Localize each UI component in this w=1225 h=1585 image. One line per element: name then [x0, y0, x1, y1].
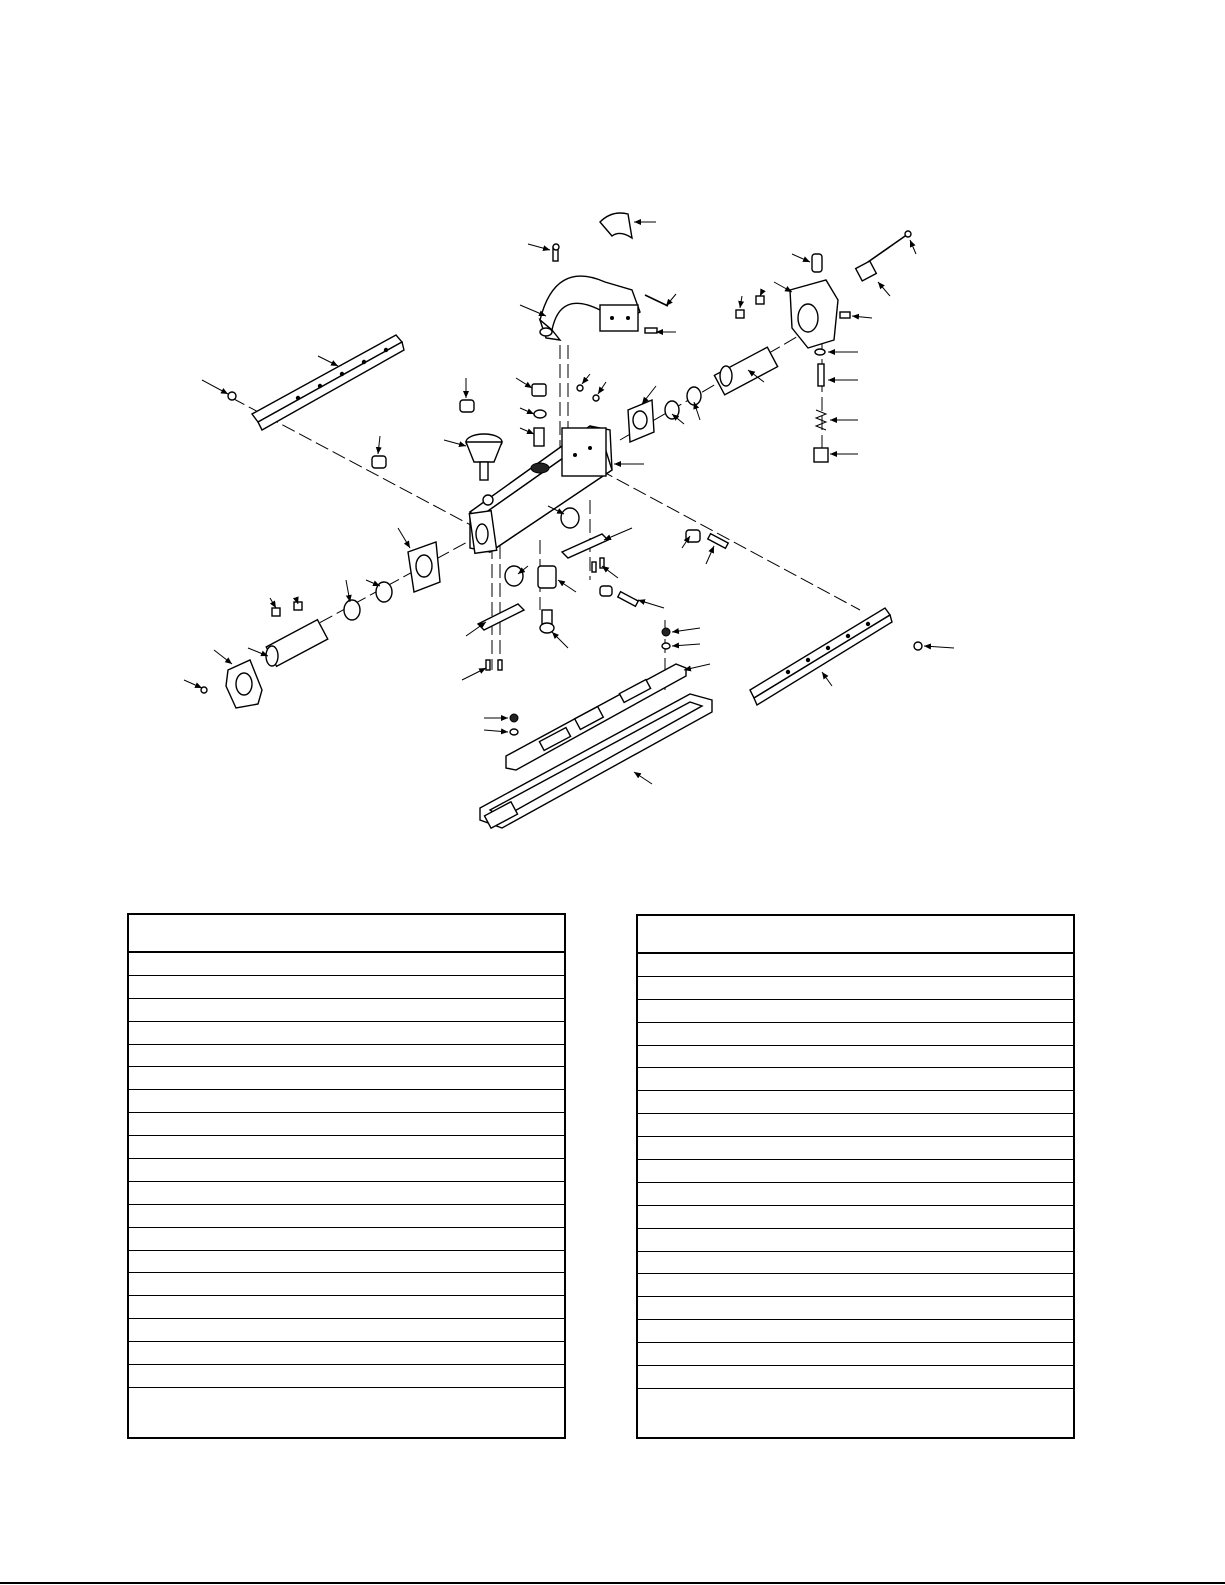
long-bolt	[868, 231, 911, 262]
coupling	[538, 566, 556, 588]
left-gasket-plate	[408, 542, 440, 592]
table-row	[129, 1273, 564, 1296]
table-row	[129, 1159, 564, 1182]
drive-shaft-pinion	[540, 610, 554, 633]
table-row	[638, 1114, 1073, 1137]
callout-arrows	[184, 222, 954, 784]
right-end-cap	[790, 280, 838, 348]
left-rail-screw	[228, 392, 236, 400]
left-washer-2	[344, 600, 360, 620]
left-bushing	[372, 456, 386, 468]
right-bushing-lower	[686, 530, 700, 542]
table-row	[638, 1160, 1073, 1183]
left-end-cap	[226, 660, 262, 708]
pad-nut-right	[662, 628, 670, 649]
valve-pin	[818, 364, 824, 386]
right-gasket-plate	[628, 400, 654, 442]
pad-nut-left	[510, 714, 518, 735]
table-row	[638, 1068, 1073, 1091]
table-row	[129, 1205, 564, 1228]
valve-o-ring-small	[815, 349, 825, 355]
right-washer-1	[665, 401, 679, 419]
table-row	[129, 1228, 564, 1251]
throttle-knob	[466, 434, 502, 480]
upper-clamp-bar	[562, 534, 608, 558]
table-row	[638, 1343, 1073, 1366]
table-row	[638, 1091, 1073, 1114]
table-row	[129, 1182, 564, 1205]
table-header	[129, 915, 564, 953]
table-row	[638, 1366, 1073, 1389]
table-row	[129, 999, 564, 1022]
air-fitting	[856, 261, 877, 281]
right-cap-pin	[812, 254, 822, 272]
table-row	[129, 953, 564, 976]
footer-rule	[0, 1582, 1225, 1584]
handle-pin	[645, 295, 668, 306]
left-piston	[266, 620, 328, 667]
table-row	[638, 1320, 1073, 1343]
handle-screw-2	[645, 328, 657, 333]
right-pin-lower	[708, 534, 728, 549]
right-piston	[714, 347, 777, 395]
parts-list-table-left	[127, 913, 566, 1439]
table-row	[638, 1137, 1073, 1160]
upper-bushing	[460, 400, 474, 412]
parts-list-table-right	[636, 914, 1075, 1439]
valve-cap	[532, 384, 546, 396]
gear-upper	[561, 508, 579, 528]
small-screw-pair	[577, 385, 599, 401]
table-row	[638, 1000, 1073, 1023]
table-row	[129, 1251, 564, 1274]
table-row	[129, 1136, 564, 1159]
table-row	[129, 1090, 564, 1113]
table-row	[129, 1067, 564, 1090]
table-row	[638, 1297, 1073, 1320]
left-piston-nuts	[272, 602, 302, 616]
table-row	[638, 1229, 1073, 1252]
valve-plug	[814, 448, 828, 462]
table-row	[638, 1046, 1073, 1069]
table-row	[638, 1252, 1073, 1275]
table-row	[129, 1319, 564, 1342]
d-handle	[540, 276, 640, 340]
table-row	[129, 1342, 564, 1365]
lower-bushing-pin	[600, 586, 638, 606]
table-header	[638, 916, 1073, 954]
table-row	[129, 1365, 564, 1388]
cap-screw	[840, 312, 850, 318]
table-row	[129, 1296, 564, 1319]
table-row	[638, 977, 1073, 1000]
handle-cap	[600, 213, 632, 238]
valve-spring	[816, 410, 826, 430]
gear-lower	[505, 566, 523, 586]
clamp-screws-upper	[592, 558, 604, 572]
lower-clamp-bar	[478, 604, 524, 630]
table-row	[129, 1113, 564, 1136]
table-row	[638, 1274, 1073, 1297]
table-row	[638, 1389, 1073, 1412]
table-row	[638, 1206, 1073, 1229]
left-rail	[252, 335, 404, 430]
valve-stem	[534, 428, 544, 446]
table-row	[638, 1183, 1073, 1206]
clamp-screws-lower	[486, 660, 502, 670]
table-row	[129, 976, 564, 999]
table-row	[129, 1045, 564, 1068]
valve-oring	[534, 410, 546, 418]
handle-screw	[553, 244, 559, 261]
table-row	[129, 1388, 564, 1411]
right-rail	[750, 608, 892, 705]
table-row	[638, 954, 1073, 977]
right-rail-screw	[914, 642, 922, 650]
table-row	[129, 1022, 564, 1045]
table-row	[638, 1023, 1073, 1046]
